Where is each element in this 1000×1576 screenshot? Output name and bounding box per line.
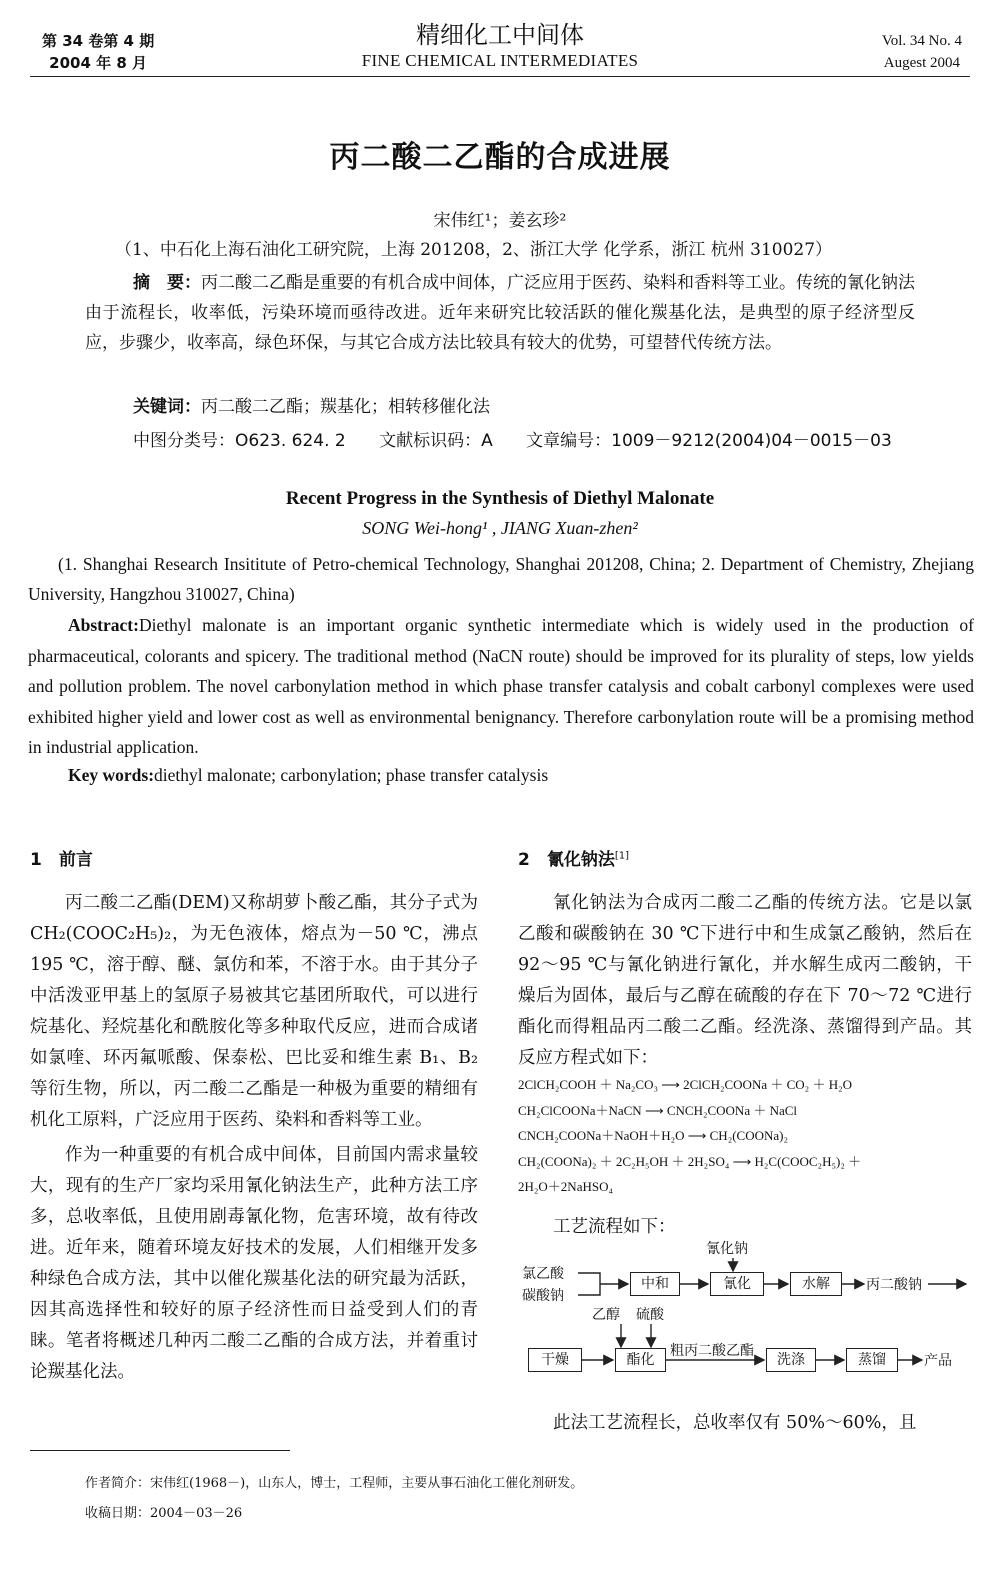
flow-step-dry: 干燥 — [528, 1348, 582, 1372]
flow-step-cyanation: 氰化 — [710, 1272, 764, 1296]
doc-code: 文献标识码：A — [379, 431, 493, 451]
article-number: 文章编号：1009－9212(2004)04－0015－03 — [526, 431, 892, 451]
abstract-zh-label: 摘 要： — [133, 273, 201, 293]
reaction-equations — [518, 1072, 978, 1200]
footnote-author: 作者简介：宋伟红(1968－)，山东人，博士，工程师，主要从事石油化工催化剂研发。 — [85, 1476, 584, 1491]
process-flow-diagram — [518, 1240, 978, 1380]
flow-step-hydrolysis: 水解 — [790, 1272, 842, 1296]
section-2-para-2: 此法工艺流程长，总收率仅有 50%～60%，且 — [553, 1413, 917, 1433]
affiliation-en: (1. Shanghai Research Insititute of Petro-chemical Technology, Shanghai 201208, China; 2. Department of Chemistry, Zhejiang University, Hangzhou 310027, China) — [28, 554, 974, 604]
abstract-en-text: Diethyl malonate is an important organic synthetic intermediate which is widely used in the production of pharmaceutical, colorants and spicery. The traditional method (NaCN route) should be improved for its plurality of steps, low yields and pollution problem. The novel carbonylation method in which phase transfer catalysis and cobalt carbonyl complexes were used exhibited higher yield and lower cost as well as environmental benignancy. Therefore carbonylation route will be a promising method in industrial application. — [28, 615, 974, 757]
abstract-en — [28, 610, 974, 763]
flow-output-product: 产品 — [924, 1353, 952, 1369]
section-2-title: 2 氰化钠法 — [518, 850, 615, 870]
equation-2: CH₂ClCOONa＋NaCN ⟶ CNCH₂COONa ＋ NaCl — [518, 1102, 798, 1118]
section-1-heading: 1 前言 — [30, 850, 93, 870]
equation-4: CH₂(COONa)₂ ＋ 2C₂H₅OH ＋ 2H₂SO₄ ⟶ H₂C(COOC₂H₅)₂ ＋ — [518, 1153, 862, 1169]
flow-step-neutralize: 中和 — [630, 1272, 680, 1296]
header-rule — [30, 76, 970, 77]
date-en: Augest 2004 — [883, 55, 961, 71]
equation-1: 2ClCH₂COOH ＋ Na₂CO₃ ⟶ 2ClCH₂COONa ＋ CO₂ ＋ H₂O — [518, 1077, 853, 1092]
equation-5: 2H₂O＋2NaHSO₄ — [518, 1179, 614, 1194]
header-volume-en — [882, 30, 962, 74]
journal-title-zh: 精细化工中间体 — [416, 21, 584, 49]
section-2-body — [518, 888, 972, 1074]
volume-en: Vol. 34 No. 4 — [881, 33, 962, 49]
section-1-para-1: 丙二酸二乙酯(DEM)又称胡萝卜酸乙酯，其分子式为 CH₂(COOC₂H₅)₂，为无色液体，熔点为－50 ℃，沸点 195 ℃，溶于醇、醚、氯仿和苯，不溶于水。由于其分子中活泼亚甲基上的氢原子易被其它基团所取代，可以进行烷基化、羟烷基化和酰胺化等多种取代反应，进而合成诸如氯喹、环丙氟哌酸、保泰松、巴比妥和维生素 B₁、B₂ 等衍生物，所以，丙二酸二乙酯是一种极为重要的精细有机化工原料，广泛应用于医药、染料和香料等工业。 — [30, 893, 478, 1130]
flow-input-chloroacetic-acid: 氯乙酸 — [522, 1266, 564, 1282]
flow-step-wash: 洗涤 — [766, 1348, 816, 1372]
abstract-zh-text: 丙二酸二乙酯是重要的有机合成中间体，广泛应用于医药、染料和香料等工业。传统的氰化钠法由于流程长，收率低，污染环境而亟待改进。近年来研究比较活跃的催化羰基化法，是典型的原子经济型反应，步骤少，收率高，绿色环保，与其它合成方法比较具有较大的优势，可望替代传统方法。 — [85, 273, 915, 353]
authors-zh: 宋伟红¹；姜玄珍² — [433, 211, 567, 231]
keywords-en — [68, 765, 548, 786]
flow-input-sodium-carbonate: 碳酸钠 — [522, 1288, 564, 1304]
keywords-en-text: diethyl malonate; carbonylation; phase transfer catalysis — [154, 765, 549, 785]
flow-reagent-ethanol: 乙醇 — [592, 1307, 620, 1323]
header-volume — [42, 30, 154, 74]
footnote-received: 收稿日期：2004－03－26 — [85, 1506, 243, 1521]
volume-zh: 第 34 卷第 4 期 — [42, 32, 155, 50]
affiliation-zh: （1、中石化上海石油化工研究院，上海 201208，2、浙江大学 化学系，浙江 杭州 310027） — [115, 240, 833, 260]
abstract-zh — [85, 268, 915, 358]
classification — [133, 426, 920, 451]
authors-en: SONG Wei-hong¹ , JIANG Xuan-zhen² — [362, 518, 638, 538]
equation-3: CNCH₂COONa＋NaOH＋H₂O ⟶ CH₂(COONa)₂ — [518, 1128, 789, 1143]
journal-title-en: FINE CHEMICAL INTERMEDIATES — [361, 51, 639, 70]
keywords-zh-label: 关键词： — [133, 397, 201, 417]
paper-title-zh: 丙二酸二乙酯的合成进展 — [329, 140, 671, 175]
date-zh: 2004 年 8 月 — [49, 54, 148, 72]
keywords-en-label: Key words: — [68, 765, 155, 785]
clc-number: 中图分类号：O623. 624. 2 — [133, 431, 346, 451]
flow-crude-product: 粗丙二酸乙酯 — [670, 1343, 754, 1359]
section-1-para-2: 作为一种重要的有机合成中间体，目前国内需求量较大，现有的生产厂家均采用氰化钠法生产，此种方法工序多，总收率低，且使用剧毒氰化物，危害环境，故有待改进。近年来，随着环境友好技术的发展，人们相继开发多种绿色合成方法，其中以催化羰基化法的研究最为活跃，因其高选择性和较好的原子经济性而日益受到人们的青睐。笔者将概述几种丙二酸二乙酯的合成方法，并着重讨论羰基化法。 — [30, 1145, 478, 1382]
flow-reagent-nacn: 氰化钠 — [706, 1241, 748, 1257]
section-2-heading — [518, 845, 629, 870]
flow-output-sodium-malonate: 丙二酸钠 — [866, 1277, 922, 1293]
abstract-en-label: Abstract: — [68, 615, 139, 635]
section-2-ref: [1] — [614, 850, 630, 862]
keywords-zh-text: 丙二酸二乙酯；羰基化；相转移催化法 — [201, 397, 490, 417]
flow-intro: 工艺流程如下： — [553, 1217, 676, 1237]
header-journal — [300, 20, 700, 72]
paper-title-en: Recent Progress in the Synthesis of Diethyl Malonate — [285, 488, 715, 509]
section-2-para-1: 氰化钠法为合成丙二酸二乙酯的传统方法。它是以氯乙酸和碳酸钠在 30 ℃下进行中和生成氯乙酸钠，然后在 92～95 ℃与氰化钠进行氰化，并水解生成丙二酸钠，干燥后为固体，最后与乙醇在硫酸的存在下 70～72 ℃进行酯化而得粗品丙二酸二乙酯。经洗涤、蒸馏得到产品。其反应方程式如下： — [518, 893, 972, 1068]
keywords-zh — [133, 392, 490, 417]
flow-step-distill: 蒸馏 — [846, 1348, 898, 1372]
section-1-body — [30, 888, 478, 1388]
flow-reagent-sulfuric-acid: 硫酸 — [636, 1307, 664, 1323]
footnote-rule — [30, 1450, 290, 1451]
flow-step-esterify: 酯化 — [615, 1348, 666, 1372]
